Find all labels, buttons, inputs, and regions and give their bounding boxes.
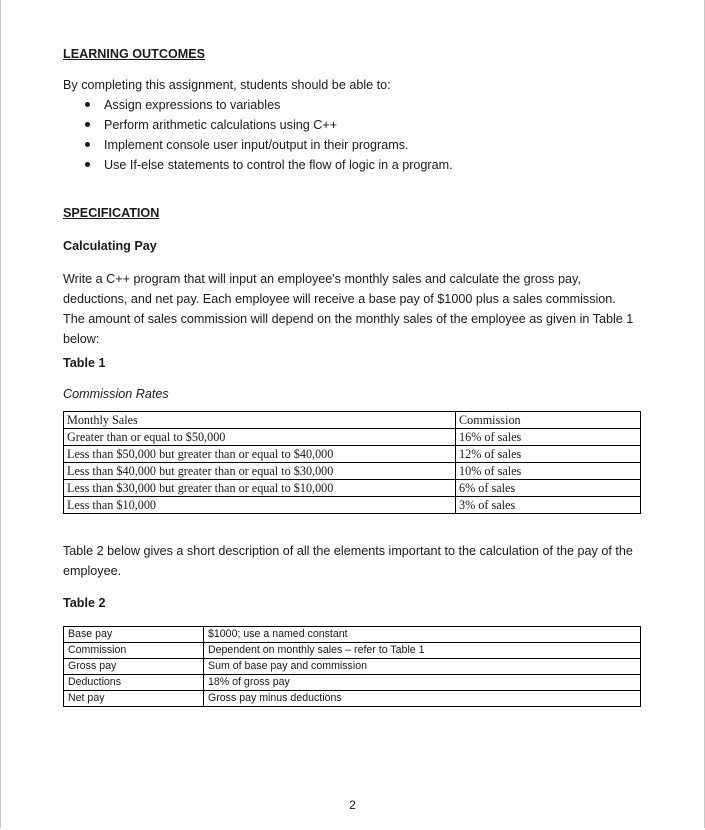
table-row xyxy=(64,643,641,659)
table-cell: 16% of sales xyxy=(456,429,641,446)
table-cell: 12% of sales xyxy=(456,446,641,463)
bullet-icon xyxy=(85,142,90,147)
list-item-text: Assign expressions to variables xyxy=(104,98,281,112)
bullet-icon xyxy=(85,102,90,107)
page-number: 2 xyxy=(349,798,356,812)
table-cell: 3% of sales xyxy=(456,497,641,514)
list-item xyxy=(85,155,643,175)
table-row xyxy=(64,691,641,707)
learning-outcomes-heading: LEARNING OUTCOMES xyxy=(63,47,206,61)
list-item-text: Use If-else statements to control the flow of logic in a program. xyxy=(104,158,453,172)
table-cell: Less than $50,000 but greater than or equal to $40,000 xyxy=(64,446,456,463)
table-row xyxy=(64,497,641,514)
table-cell: Gross pay minus deductions xyxy=(204,691,641,707)
table-row xyxy=(64,446,641,463)
pay-elements-table xyxy=(63,626,641,707)
table-row xyxy=(64,429,641,446)
table1-caption: Commission Rates xyxy=(63,387,169,401)
table-cell: Sum of base pay and commission xyxy=(204,659,641,675)
table-row xyxy=(64,627,641,643)
table-row xyxy=(64,675,641,691)
list-item xyxy=(85,135,643,155)
table-row xyxy=(64,463,641,480)
table-cell: Less than $30,000 but greater than or equal to $10,000 xyxy=(64,480,456,497)
table-header-row xyxy=(64,412,641,429)
bullet-icon xyxy=(85,162,90,167)
learning-outcomes-list xyxy=(63,95,643,175)
table-row xyxy=(64,659,641,675)
table-cell: Dependent on monthly sales – refer to Table 1 xyxy=(204,643,641,659)
table2-intro-paragraph: Table 2 below gives a short description of all the elements important to the calculation of the pay of the employee. xyxy=(63,544,633,578)
table-cell: 18% of gross pay xyxy=(204,675,641,691)
table-cell: 10% of sales xyxy=(456,463,641,480)
table-cell: Less than $40,000 but greater than or equal to $30,000 xyxy=(64,463,456,480)
commission-rates-table xyxy=(63,411,641,514)
bullet-icon xyxy=(85,122,90,127)
table-cell: $1000; use a named constant xyxy=(204,627,641,643)
specification-heading: SPECIFICATION xyxy=(63,206,160,220)
table-cell: Greater than or equal to $50,000 xyxy=(64,429,456,446)
table-cell: Net pay xyxy=(64,691,204,707)
calculating-pay-subheading: Calculating Pay xyxy=(63,239,157,253)
list-item xyxy=(85,115,643,135)
table-row xyxy=(64,480,641,497)
table-header-cell: Commission xyxy=(456,412,641,429)
table-header-cell: Monthly Sales xyxy=(64,412,456,429)
specification-paragraph: Write a C++ program that will input an employee's monthly sales and calculate the gross pay, deductions, and net pay. Each employee will receive a base pay of $1000 plus a sales commission. The amount of sales commission will depend on the monthly sales of the employee as given in Table 1 below: xyxy=(63,272,634,346)
table-cell: 6% of sales xyxy=(456,480,641,497)
table1-label: Table 1 xyxy=(63,356,106,370)
table-cell: Deductions xyxy=(64,675,204,691)
table-cell: Gross pay xyxy=(64,659,204,675)
list-item-text: Perform arithmetic calculations using C++ xyxy=(104,118,338,132)
list-item xyxy=(85,95,643,115)
table-cell: Base pay xyxy=(64,627,204,643)
learning-outcomes-intro: By completing this assignment, students should be able to: xyxy=(63,78,391,92)
table-cell: Commission xyxy=(64,643,204,659)
table-cell: Less than $10,000 xyxy=(64,497,456,514)
table2-label: Table 2 xyxy=(63,596,106,610)
document-body xyxy=(63,44,643,707)
list-item-text: Implement console user input/output in their programs. xyxy=(104,138,409,152)
